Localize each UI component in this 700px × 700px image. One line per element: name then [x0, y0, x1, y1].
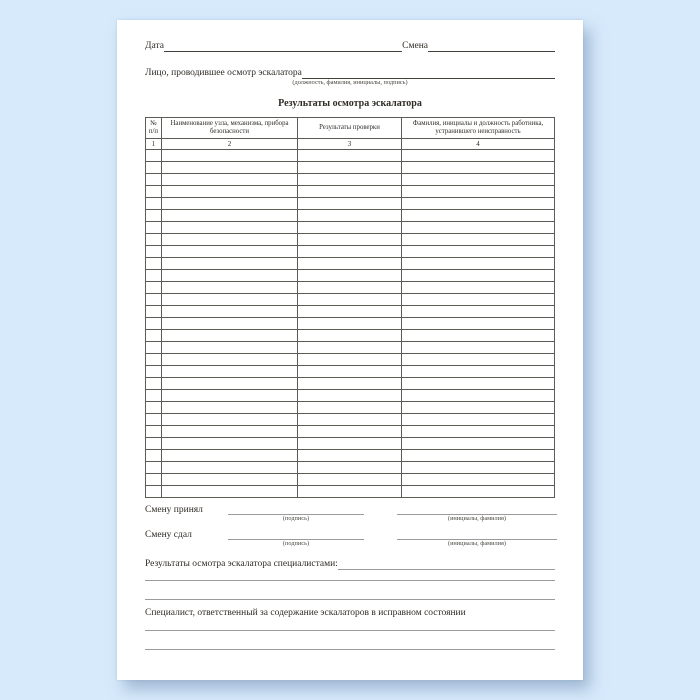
table-cell	[162, 354, 298, 366]
table-cell	[162, 474, 298, 486]
table-cell	[298, 354, 402, 366]
table-cell	[298, 306, 402, 318]
specialists-fill-line	[338, 560, 555, 570]
table-row	[146, 150, 555, 162]
table-cell	[402, 174, 555, 186]
table-row	[146, 210, 555, 222]
column-header-unit: Наименование узла, механизма, прибора безопасности	[162, 118, 298, 139]
table-cell	[298, 162, 402, 174]
table-cell	[146, 474, 162, 486]
inspection-table-body	[146, 150, 555, 498]
table-cell	[298, 330, 402, 342]
table-row	[146, 366, 555, 378]
table-cell	[146, 246, 162, 258]
table-cell	[298, 438, 402, 450]
table-cell	[146, 414, 162, 426]
column-number: 1	[146, 139, 162, 150]
table-cell	[146, 222, 162, 234]
table-cell	[298, 318, 402, 330]
column-header-worker: Фамилия, инициалы и должность работника, устранившего неисправность	[402, 118, 555, 139]
specialists-results-label: Результаты осмотра эскалатора специалистами:	[145, 559, 338, 569]
table-cell	[402, 294, 555, 306]
table-cell	[298, 246, 402, 258]
table-cell	[162, 210, 298, 222]
table-cell	[162, 306, 298, 318]
table-cell	[402, 234, 555, 246]
column-header-number: № п/п	[146, 118, 162, 139]
shift-accepted-label: Смену принял	[145, 505, 203, 515]
table-cell	[402, 462, 555, 474]
column-number: 2	[162, 139, 298, 150]
initials-group	[397, 505, 557, 523]
table-cell	[162, 222, 298, 234]
table-cell	[146, 210, 162, 222]
table-cell	[402, 198, 555, 210]
table-row	[146, 354, 555, 366]
table-cell	[162, 414, 298, 426]
specialists-results-row	[145, 559, 555, 570]
table-cell	[298, 210, 402, 222]
table-header-row	[146, 118, 555, 139]
table-cell	[146, 306, 162, 318]
table-row	[146, 222, 555, 234]
table-row	[146, 270, 555, 282]
table-cell	[298, 222, 402, 234]
table-cell	[298, 366, 402, 378]
inspector-fill-line	[302, 69, 555, 79]
table-cell	[146, 462, 162, 474]
table-cell	[402, 222, 555, 234]
table-cell	[298, 462, 402, 474]
table-cell	[146, 402, 162, 414]
table-cell	[162, 246, 298, 258]
table-cell	[298, 378, 402, 390]
table-cell	[402, 438, 555, 450]
table-cell	[162, 402, 298, 414]
initials-line	[397, 505, 557, 515]
table-title: Результаты осмотра эскалатора	[278, 98, 422, 109]
date-label: Дата	[145, 41, 164, 51]
signature-hint: (подпись)	[282, 515, 310, 522]
table-row	[146, 474, 555, 486]
table-cell	[298, 282, 402, 294]
table-row	[146, 318, 555, 330]
shift-handed-row	[145, 530, 555, 552]
document-page	[117, 20, 583, 680]
table-cell	[146, 282, 162, 294]
table-cell	[146, 438, 162, 450]
table-cell	[162, 438, 298, 450]
table-cell	[298, 258, 402, 270]
initials-group	[397, 530, 557, 548]
table-cell	[146, 366, 162, 378]
inspection-table	[145, 117, 555, 498]
table-cell	[402, 246, 555, 258]
table-cell	[146, 318, 162, 330]
table-cell	[146, 330, 162, 342]
table-cell	[146, 174, 162, 186]
table-row	[146, 438, 555, 450]
initials-hint: (инициалы, фамилия)	[447, 540, 507, 547]
table-cell	[402, 474, 555, 486]
table-cell	[146, 294, 162, 306]
table-cell	[298, 450, 402, 462]
table-cell	[298, 342, 402, 354]
table-cell	[146, 378, 162, 390]
writein-line	[145, 649, 555, 650]
table-cell	[146, 486, 162, 498]
table-row	[146, 486, 555, 498]
table-cell	[162, 366, 298, 378]
signature-group	[228, 505, 364, 523]
table-cell	[402, 414, 555, 426]
table-cell	[298, 150, 402, 162]
table-cell	[162, 198, 298, 210]
table-cell	[162, 318, 298, 330]
table-row	[146, 402, 555, 414]
writein-line	[145, 630, 555, 631]
table-cell	[162, 378, 298, 390]
table-cell	[298, 414, 402, 426]
column-number: 3	[298, 139, 402, 150]
table-cell	[146, 234, 162, 246]
table-cell	[146, 354, 162, 366]
table-cell	[402, 426, 555, 438]
table-row	[146, 294, 555, 306]
table-cell	[146, 258, 162, 270]
table-cell	[298, 234, 402, 246]
table-row	[146, 246, 555, 258]
table-cell	[402, 402, 555, 414]
table-cell	[402, 162, 555, 174]
responsible-specialist-label: Специалист, ответственный за содержание эскалаторов в исправном состоянии	[145, 608, 466, 618]
column-header-results: Результаты проверки	[298, 118, 402, 139]
table-row	[146, 198, 555, 210]
table-cell	[402, 486, 555, 498]
table-cell	[162, 282, 298, 294]
table-cell	[298, 294, 402, 306]
table-cell	[402, 330, 555, 342]
table-cell	[162, 162, 298, 174]
table-cell	[146, 426, 162, 438]
table-cell	[146, 390, 162, 402]
table-cell	[402, 378, 555, 390]
table-cell	[146, 342, 162, 354]
table-cell	[162, 270, 298, 282]
table-cell	[162, 258, 298, 270]
table-cell	[162, 342, 298, 354]
signature-line	[228, 505, 364, 515]
table-row	[146, 414, 555, 426]
table-row	[146, 186, 555, 198]
table-row	[146, 450, 555, 462]
table-row	[146, 174, 555, 186]
table-cell	[162, 426, 298, 438]
signature-group	[228, 530, 364, 548]
table-cell	[162, 450, 298, 462]
writein-line	[145, 599, 555, 600]
initials-hint: (инициалы, фамилия)	[447, 515, 507, 522]
table-cell	[146, 186, 162, 198]
table-cell	[402, 450, 555, 462]
date-fill-line	[164, 42, 402, 52]
table-cell	[162, 486, 298, 498]
table-row	[146, 282, 555, 294]
initials-line	[397, 530, 557, 540]
table-cell	[298, 426, 402, 438]
table-cell	[162, 174, 298, 186]
table-row	[146, 306, 555, 318]
table-cell	[298, 390, 402, 402]
table-cell	[402, 390, 555, 402]
table-cell	[162, 330, 298, 342]
table-cell	[402, 342, 555, 354]
signature-line	[228, 530, 364, 540]
table-cell	[162, 234, 298, 246]
table-row	[146, 378, 555, 390]
table-cell	[298, 486, 402, 498]
writein-line	[145, 580, 555, 581]
table-cell	[402, 258, 555, 270]
table-cell	[298, 198, 402, 210]
inspector-row	[145, 68, 555, 79]
table-cell	[402, 186, 555, 198]
table-cell	[402, 366, 555, 378]
shift-accepted-row	[145, 505, 555, 527]
date-shift-row	[145, 41, 555, 52]
table-row	[146, 390, 555, 402]
signature-hint: (подпись)	[282, 540, 310, 547]
shift-label: Смена	[402, 41, 428, 51]
table-cell	[402, 270, 555, 282]
shift-handed-label: Смену сдал	[145, 530, 192, 540]
table-cell	[298, 474, 402, 486]
table-cell	[402, 318, 555, 330]
table-cell	[162, 186, 298, 198]
table-cell	[402, 150, 555, 162]
table-row	[146, 330, 555, 342]
table-row	[146, 162, 555, 174]
table-row	[146, 258, 555, 270]
table-row	[146, 426, 555, 438]
table-cell	[162, 294, 298, 306]
table-cell	[402, 354, 555, 366]
table-cell	[298, 186, 402, 198]
shift-fill-line	[428, 42, 555, 52]
table-cell	[402, 306, 555, 318]
table-row	[146, 462, 555, 474]
table-cell	[146, 450, 162, 462]
column-numbers-row	[146, 139, 555, 150]
table-cell	[162, 462, 298, 474]
inspector-label: Лицо, проводившее осмотр эскалатора	[145, 68, 302, 78]
table-cell	[146, 270, 162, 282]
table-cell	[298, 270, 402, 282]
table-cell	[298, 402, 402, 414]
table-cell	[146, 198, 162, 210]
table-cell	[146, 150, 162, 162]
table-cell	[298, 174, 402, 186]
table-row	[146, 234, 555, 246]
inspector-hint: (должность, фамилия, инициалы, подпись)	[292, 79, 408, 86]
table-cell	[162, 150, 298, 162]
column-number: 4	[402, 139, 555, 150]
table-cell	[162, 390, 298, 402]
table-row	[146, 342, 555, 354]
table-cell	[402, 282, 555, 294]
table-cell	[146, 162, 162, 174]
table-cell	[402, 210, 555, 222]
